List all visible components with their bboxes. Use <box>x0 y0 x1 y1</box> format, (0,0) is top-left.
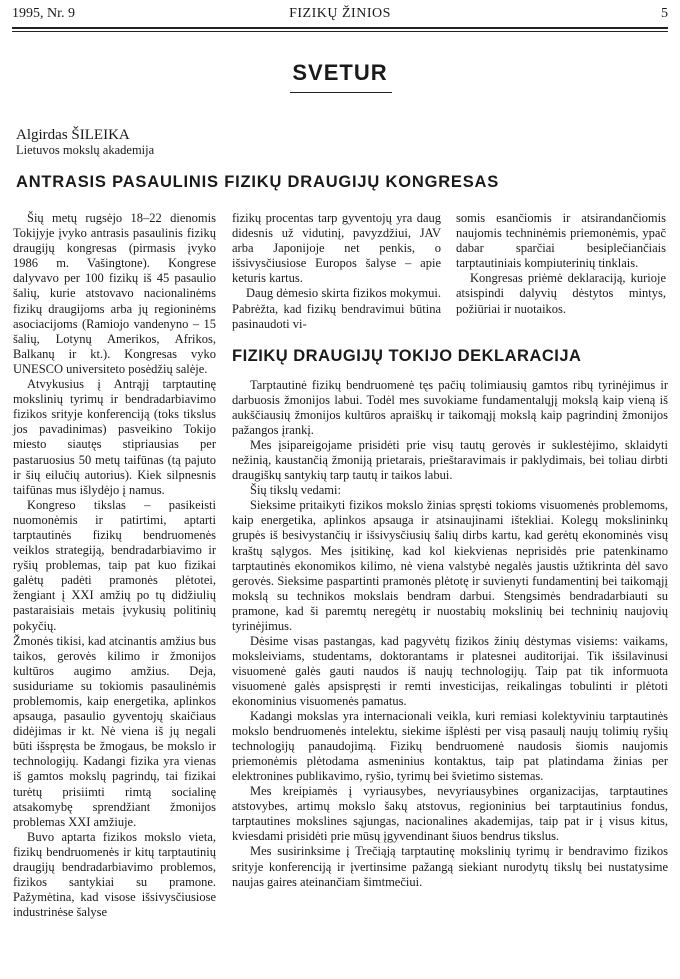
paragraph: Kongreso tikslas – pasikeisti nuomonėmis ir patirtimi, aptarti tarptautinės fizikų bendruomenės veiklos strategiją, bendradarbiavimo ir ryšių problemas, taip pat kuo fizikai galėtų padėti pramonės plėtotei, žengiant į XXI amžių po tų didžiulių pastaraisiais metais įvykusių politinių pokyčių. <box>13 497 216 633</box>
paragraph: somis esančiomis ir atsirandančiomis naujomis techninėmis priemonėmis, ypač dabar sparčiai besiplečiančiais tarptautiniais kompiuterinių tinklais. <box>456 211 666 271</box>
page-number: 5 <box>661 6 668 21</box>
paragraph: Mes kreipiamės į vyriausybes, nevyriausybines organizacijas, tarptautines atstovybes, artimų mokslo šakų atstovus, regioninius bei tarptautinius fondus, tarptautines mokslines sąjungas, nacionalines akademijas, taip pat ir į visus kitus, kviesdami prisidėti prie mūsų įgyvendinant šiuos bendrus tikslus. <box>232 784 668 844</box>
article-title: ANTRASIS PASAULINIS FIZIKŲ DRAUGIJŲ KONGRESAS <box>16 173 500 191</box>
paragraph: Šių tikslų vedami: <box>250 483 341 498</box>
section-title: SVETUR <box>292 60 388 85</box>
running-header <box>12 6 668 26</box>
paragraph: Dėsime visas pastangas, kad pagyvėtų fizikos žinių dėstymas visiems: vaikams, moksleiviams, studentams, doktorantams ir platesnei auditorijai. Tik išsilavinusi visuomenė galės gauti naudos iš naujų technologijų. Taip pat tik informuota visuomenė galės apsispręsti ir remti investicijas, reikalingas tobulinti ir plėtoti ekonominius visuomenės pamatus. <box>232 633 668 708</box>
paragraph: Mes įsipareigojame prisidėti prie visų tautų gerovės ir suklestėjimo, sklaidyti nežinią, kaustančią žmoniją prietarais, prieštaravimais ir paklydimais, bei toliau dirbti draugiškų santykių tarp tautų ir taikos labui. <box>232 438 668 483</box>
paragraph: Kongresas priėmė deklaraciją, kurioje atsispindi dalyvių dėstytos mintys, požiūriai ir nuotaikos. <box>456 271 666 316</box>
author-name: Algirdas ŠILEIKA <box>16 127 130 143</box>
paragraph: fizikų procentas tarp gyventojų yra daug didesnis už vidutinį, pavyzdžiui, JAV arba Japonijoje net penkis, o išsivysčiusiose Europos šalyse – apie keturis kartus. <box>232 211 441 286</box>
paragraph: Buvo aptarta fizikos mokslo vieta, fizikų bendruomenės ir kitų tarptautinių draugijų bendradarbiavimo problemos, fizikos santykiai su pramone. Pažymėtina, kad visose išsivysčiusiose industrinėse šalyse <box>13 829 216 920</box>
section-underline <box>290 92 392 93</box>
column-2 <box>232 211 441 332</box>
declaration-title: FIZIKŲ DRAUGIJŲ TOKIJO DEKLARACIJA <box>232 347 582 365</box>
header-rule-thin <box>12 31 668 32</box>
paragraph: Sieksime pritaikyti fizikos mokslo žinias spręsti tokioms visuomenės problemoms, kaip energetika, aplinkos apsauga ir atsinaujinami ištekliai. Kolegų mokslininkų grupės iš besivystančių ir išsivysčiusių šalių dirbs kartu, kad gerėtų ekonominės visų kraštų sąlygos. Mes įsitikinę, kad kol kiekvienas neprisidės prie patenkinamo tarptautinės ekonomikos kilimo, nė viena valstybė negalės jaustis užtikrinta dėl savo gerovės. Sieksime paspartinti pramonės plėtotę ir suvienyti fundamentinį bei taikomąjį mokslą su technikos mokslais bendram darbui. Stengsimės bendradarbiauti su pramone, kad ši paremtų neregėtų ir nuostabių mokslinių bei techninių naujovių tyrinėjimus. <box>232 498 668 633</box>
author-affiliation: Lietuvos mokslų akademija <box>16 143 155 157</box>
header-rule <box>12 27 668 29</box>
paragraph: Žmonės tikisi, kad atcinantis amžius bus taikos, gerovės kilimo ir žmonijos kultūros augimo amžius. Deja, susiduriame su tokiomis pasaulinėmis problemomis, kaip energetika, aplinkos apsauga, pasaulio gyventojų skaičiaus didėjimas ir kt. Nė viena iš jų negali būti išspręsta be žmogaus, be mokslo ir technologijų. Kadangi fizika yra vienas iš gamtos mokslų pagrindų, tai fizikai turėtų prisiimti rimtą socialinę atsakomybę sprendžiant žmonijos problemas XXI amžiuje. <box>13 633 216 829</box>
journal-title: FIZIKŲ ŽINIOS <box>289 6 391 21</box>
paragraph: Daug dėmesio skirta fizikos mokymui. Pabrėžta, kad fizikų bendravimui būtina pasinaudoti vi- <box>232 286 441 331</box>
column-3 <box>456 211 666 317</box>
paragraph: Atvykusius į Antrąjį tarptautinę mokslinių tyrimų ir bendradarbiavimo fizikos srityje konferenciją (toks tikslus jos pavadinimas) pasveikino Tokijo miesto siautęs stipriausias per pastaruosius 50 metų taifūnas (tą pajuto ir šių eilučių autorius). Kiek silpnesnis taifūnas mus išlydėjo į namus. <box>13 377 216 497</box>
paragraph: Šių metų rugsėjo 18–22 dienomis Tokijyje įvyko antrasis pasaulinis fizikų draugijų kongresas (pirmasis įvyko 1986 m. Vašingtone). Kongrese dalyvavo per 100 fizikų iš 45 pasaulio šalių, kurie atstovavo nacionalinėms fizikų draugijoms arba jų regioninėms asociacijoms (Ramiojo vandenyno – 15 šalių, Lotynų Amerikos, Afrikos, Balkanų ir kt.). Kongresas vyko UNESCO universiteto posėdžių salėje. <box>13 211 216 376</box>
paragraph: Kadangi mokslas yra internacionali veikla, kuri remiasi kolektyviniu tarptautinės mokslo bendruomenės intelektu, siekime išplėsti per visą pasaulį naujų tolimių ryšių technologijų panaudojimą. Fizikų bendruomenė naudosis šiomis naujomis priemonėmis plėtodama asmeninius kontaktus, taip pat platindama žinias per elektronines publikavimo, ryšio, tyrimų bei švietimo sistemas. <box>232 709 668 784</box>
paragraph: Mes susirinksime į Trečiąją tarptautinę mokslinių tyrimų ir bendravimo fizikos srityje konferenciją ir įvertinsime pažangą siekiant nurodytų tikslų bei nustatysime naujas gaires ateinančiam šimtmečiui. <box>232 844 668 889</box>
paragraph: Tarptautinė fizikų bendruomenė tęs pačių tolimiausių gamtos ribų tyrinėjimus ir darbuosis žmonijos labui. Todėl mes suvokiame fundamentalųjį mokslą kaip vieną iš aukščiausių žmonijos kultūros apraiškų ir taikomąjį mokslą kaip pagrindinį žmonijos pažangos įrankį. <box>232 378 668 438</box>
issue-label: 1995, Nr. 9 <box>12 6 75 21</box>
declaration-body <box>232 378 668 890</box>
column-1 <box>13 211 216 920</box>
